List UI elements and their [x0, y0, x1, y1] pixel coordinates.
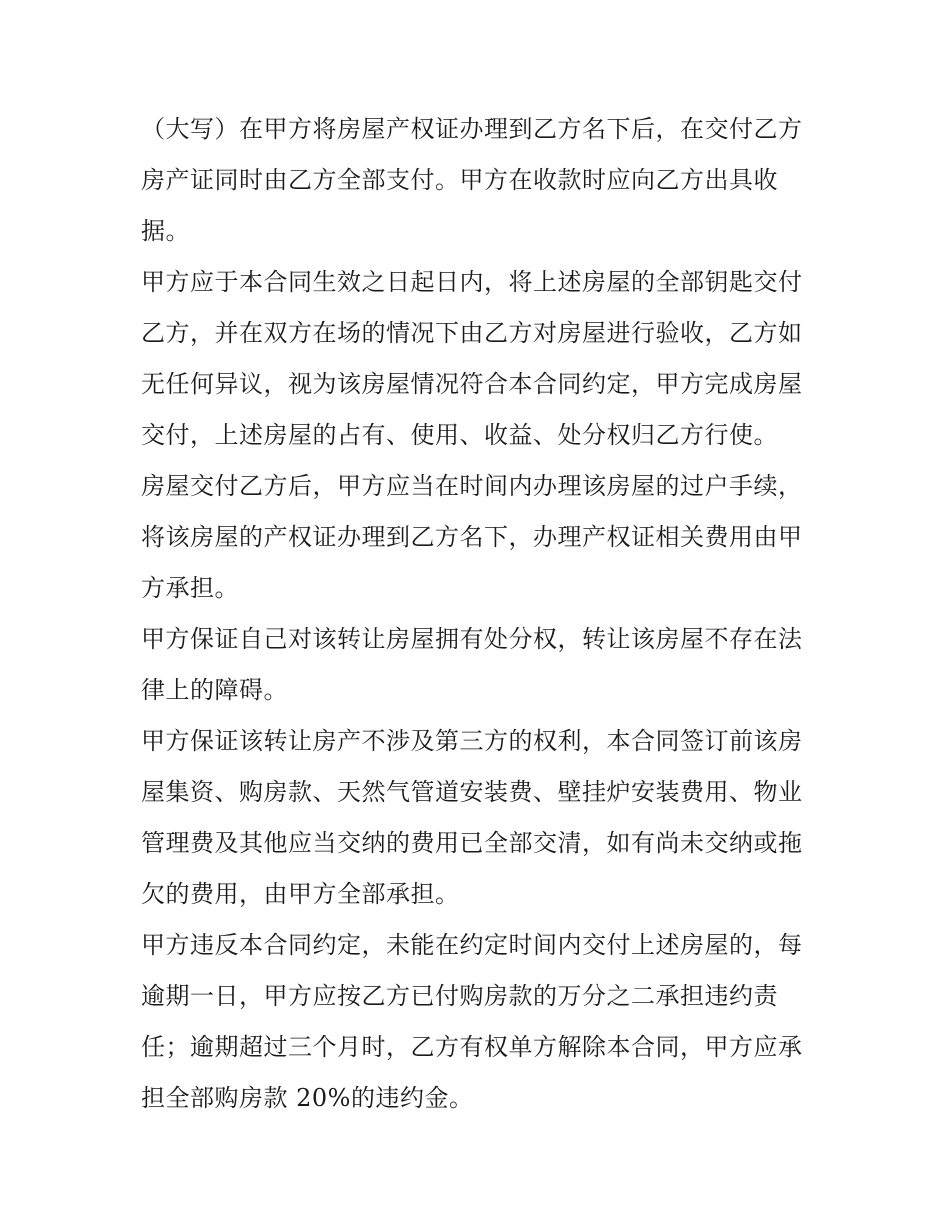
- text-line: 乙方，并在双方在场的情况下由乙方对房屋进行验收，乙方如: [141, 319, 803, 347]
- text-line: 甲方违反本合同约定，未能在约定时间内交付上述房屋的，每: [141, 931, 803, 959]
- text-line: 无任何异议，视为该房屋情况符合本合同约定，甲方完成房屋: [141, 370, 803, 398]
- text-line: 甲方保证自己对该转让房屋拥有处分权，转让该房屋不存在法: [141, 625, 803, 653]
- text-line: 据。: [141, 217, 190, 245]
- text-line: 房屋交付乙方后，甲方应当在时间内办理该房屋的过户手续，: [141, 472, 803, 500]
- text-line: 屋集资、购房款、天然气管道安装费、壁挂炉安装费用、物业: [141, 778, 803, 806]
- text-line: （大写）在甲方将房屋产权证办理到乙方名下后，在交付乙方: [141, 115, 803, 143]
- text-line: 担全部购房款 20%的违约金。: [141, 1084, 474, 1112]
- document-body: [141, 104, 816, 1124]
- text-line: 管理费及其他应当交纳的费用已全部交清，如有尚未交纳或拖: [141, 829, 803, 857]
- text-line: 房产证同时由乙方全部支付。甲方在收款时应向乙方出具收: [141, 166, 778, 194]
- text-line: 逾期一日，甲方应按乙方已付购房款的万分之二承担违约责: [141, 982, 778, 1010]
- text-line: 将该房屋的产权证办理到乙方名下，办理产权证相关费用由甲: [141, 523, 803, 551]
- text-line: 任；逾期超过三个月时，乙方有权单方解除本合同，甲方应承: [141, 1033, 803, 1061]
- text-line: 律上的障碍。: [141, 676, 288, 704]
- text-line: 交付，上述房屋的占有、使用、收益、处分权归乙方行使。: [141, 421, 778, 449]
- text-line: 甲方应于本合同生效之日起日内，将上述房屋的全部钥匙交付: [141, 268, 803, 296]
- text-line: 方承担。: [141, 574, 239, 602]
- text-line: 欠的费用，由甲方全部承担。: [141, 880, 460, 908]
- text-line: 甲方保证该转让房产不涉及第三方的权利，本合同签订前该房: [141, 727, 803, 755]
